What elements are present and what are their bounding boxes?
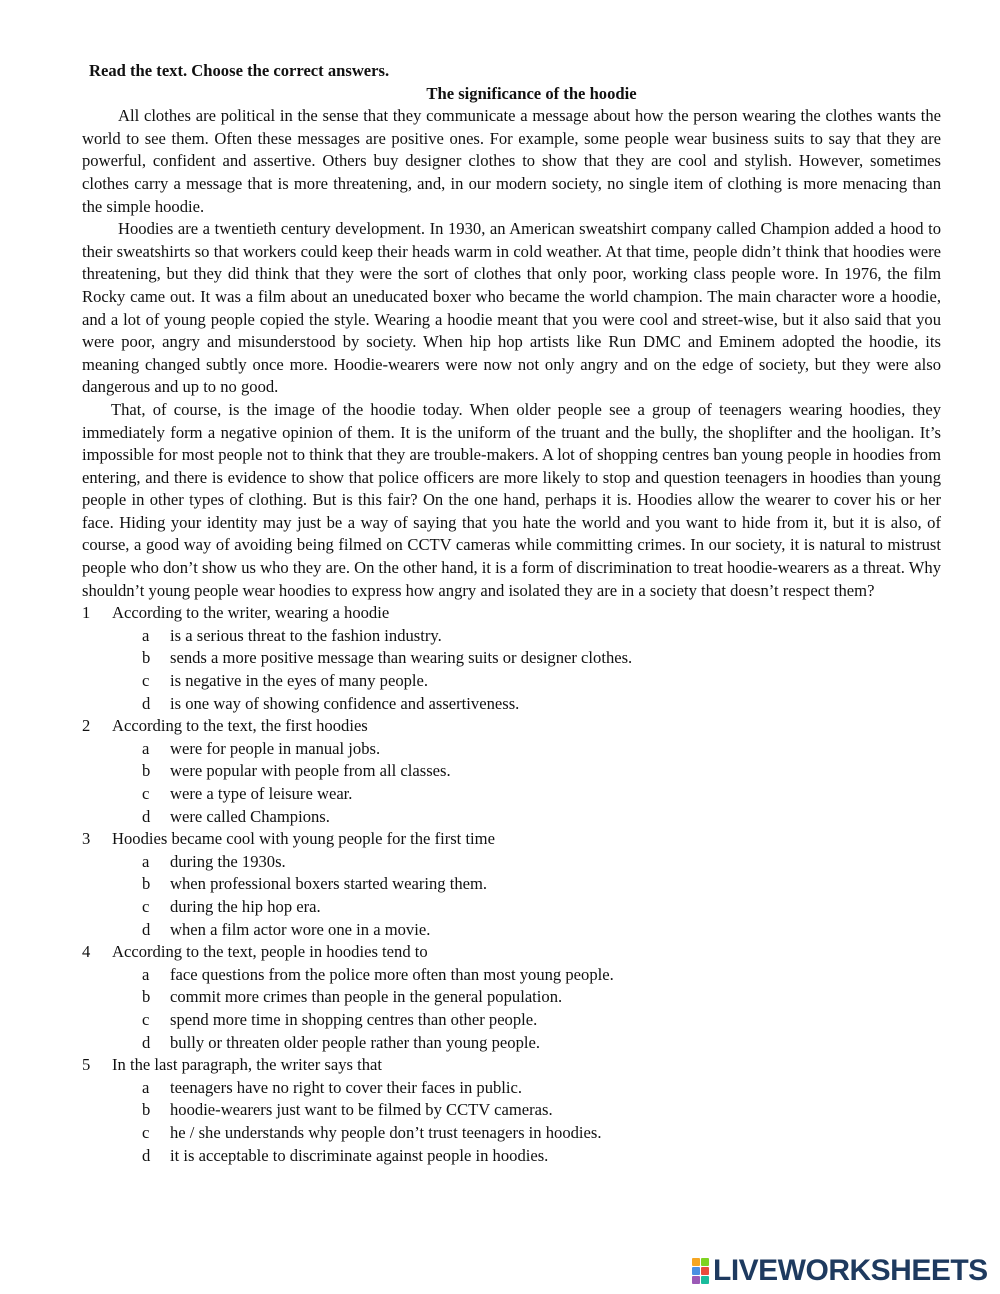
option-text: spend more time in shopping centres than other people. <box>170 1009 538 1029</box>
option-letter: c <box>142 784 150 803</box>
option-letter: d <box>142 1145 151 1165</box>
option-letter: d <box>142 806 151 826</box>
option-text: were popular with people from all classes. <box>170 761 451 781</box>
question-stem: According to the text, people in hoodies tend to <box>112 942 428 962</box>
logo-block <box>692 1267 700 1275</box>
answer-option-1c[interactable] <box>82 670 941 693</box>
option-letter: c <box>142 1122 150 1142</box>
answer-option-4a[interactable] <box>82 964 941 987</box>
question-number: 2 <box>82 716 91 736</box>
logo-blocks-icon <box>692 1258 709 1284</box>
answer-option-5c[interactable] <box>82 1122 941 1145</box>
option-letter: b <box>142 1100 151 1120</box>
option-letter: a <box>142 1077 150 1097</box>
option-text: were called Champions. <box>170 806 330 826</box>
paragraph-1: All clothes are political in the sense that they communicate a message about how the person wearing the clothes wants the world to see them. Often these messages are positive ones. For example, some people wear business suits to say that they are powerful, confident and assertive. Others buy designer clothes to show that they are cool and stylish. However, sometimes clothes carry a message that is more threatening, and, in our modern society, no single item of clothing is more menacing than the simple hoodie. <box>82 106 941 216</box>
option-letter: d <box>142 919 151 939</box>
option-text: during the hip hop era. <box>170 896 321 916</box>
option-text: is a serious threat to the fashion industry. <box>170 625 442 645</box>
answer-option-3a[interactable] <box>82 851 941 874</box>
option-letter: c <box>142 896 150 916</box>
answer-option-5d[interactable] <box>82 1145 941 1168</box>
question-stem: According to the text, the first hoodies <box>112 716 368 736</box>
option-text: sends a more positive message than wearing suits or designer clothes. <box>170 648 633 668</box>
option-text: he / she understands why people don’t trust teenagers in hoodies. <box>170 1122 602 1142</box>
question-number: 1 <box>82 603 91 623</box>
liveworksheets-logo[interactable] <box>692 1256 988 1286</box>
answer-option-2a[interactable] <box>82 738 941 761</box>
option-text: when professional boxers started wearing them. <box>170 874 488 894</box>
option-letter: b <box>142 987 151 1007</box>
answer-option-1a[interactable] <box>82 625 941 648</box>
option-letter: a <box>142 851 150 871</box>
question-5 <box>82 1054 941 1167</box>
option-letter: d <box>142 1032 151 1052</box>
answer-option-2c[interactable] <box>82 783 941 806</box>
paragraph-2: Hoodies are a twentieth century development. In 1930, an American sweatshirt company called Champion added a hood to their sweatshirts so that workers could keep their heads warm in cold weather. At that time, people didn’t think that hoodies were threatening, but they did think that they were the sort of clothes that only poor, working class people wore. In 1976, the film Rocky came out. It was a film about an uneducated boxer who became the world champion. The main character wore a hoodie, and a lot of young people copied the style. Wearing a hoodie meant that you were cool and street-wise, but it also said that you were poor, angry and misunderstood by society. When hip hop artists like Run DMC and Eminem adopted the hoodie, its meaning changed subtly once more. Hoodie-wearers were now not only angry and on the edge of society, but they were also dangerous and up to no good. <box>82 219 941 397</box>
paragraph-3: That, of course, is the image of the hoodie today. When older people see a group of teenagers wearing hoodies, they immediately form a negative opinion of them. It is the uniform of the truant and the bully, the shoplifter and the hooligan. It’s impossible for most people not to think that they are trouble-makers. A lot of shopping centres ban young people in hoodies from entering, and there is evidence to show that police officers are more likely to stop and question teenagers in hoodies than young people in other types of clothing. But is this fair? On the one hand, perhaps it is. Hoodies allow the wearer to cover his or her face. Hiding your identity may just be a way of saying that you hate the world and you want to hide from it, but it is also, of course, a good way of avoiding being filmed on CCTV cameras while committing crimes. In our society, it is natural to mistrust people who don’t show us who they are. On the other hand, it is a form of discrimination to treat hoodie-wearers as a threat. Why shouldn’t young people wear hoodies to express how angry and isolated they are in a society that doesn’t respect them? <box>82 399 941 600</box>
option-letter: a <box>142 625 150 645</box>
option-text: during the 1930s. <box>170 851 286 871</box>
option-letter: c <box>142 671 150 691</box>
option-text: is one way of showing confidence and assertiveness. <box>170 693 520 713</box>
option-text: were a type of leisure wear. <box>170 784 353 803</box>
question-1 <box>82 602 941 715</box>
question-3 <box>82 828 941 941</box>
answer-option-4b[interactable] <box>82 986 941 1009</box>
option-text: were for people in manual jobs. <box>170 738 381 758</box>
question-stem: According to the writer, wearing a hoodie <box>112 603 390 623</box>
option-text: hoodie-wearers just want to be filmed by CCTV cameras. <box>170 1100 553 1120</box>
option-letter: a <box>142 964 150 984</box>
option-text: is negative in the eyes of many people. <box>170 671 429 691</box>
answer-option-2d[interactable] <box>82 806 941 829</box>
option-text: when a film actor wore one in a movie. <box>170 919 431 939</box>
question-number: 3 <box>82 829 91 849</box>
option-letter: c <box>142 1009 150 1029</box>
option-text: teenagers have no right to cover their faces in public. <box>170 1077 523 1097</box>
answer-option-3b[interactable] <box>82 873 941 896</box>
answer-option-5b[interactable] <box>82 1099 941 1122</box>
answer-option-4d[interactable] <box>82 1032 941 1055</box>
option-letter: a <box>142 738 150 758</box>
logo-block <box>701 1276 709 1284</box>
instruction: Read the text. Choose the correct answers. <box>89 61 390 80</box>
question-stem: In the last paragraph, the writer says that <box>112 1055 383 1075</box>
question-4 <box>82 941 941 1054</box>
question-number: 5 <box>82 1055 91 1075</box>
option-text: it is acceptable to discriminate against people in hoodies. <box>170 1145 549 1165</box>
option-letter: d <box>142 693 151 713</box>
worksheet <box>82 60 941 1167</box>
option-letter: b <box>142 761 151 781</box>
option-text: face questions from the police more often than most young people. <box>170 964 614 984</box>
answer-option-1d[interactable] <box>82 693 941 716</box>
logo-text: LIVEWORKSHEETS <box>713 1254 988 1287</box>
answer-option-5a[interactable] <box>82 1077 941 1100</box>
question-number: 4 <box>82 942 91 962</box>
passage-title: The significance of the hoodie <box>426 83 637 103</box>
logo-block <box>701 1258 709 1266</box>
option-text: bully or threaten older people rather than young people. <box>170 1032 541 1052</box>
answer-option-2b[interactable] <box>82 760 941 783</box>
question-2 <box>82 715 941 828</box>
logo-block <box>701 1267 709 1275</box>
option-letter: b <box>142 648 151 668</box>
answer-option-1b[interactable] <box>82 647 941 670</box>
option-letter: b <box>142 874 151 894</box>
answer-option-3c[interactable] <box>82 896 941 919</box>
answer-option-4c[interactable] <box>82 1009 941 1032</box>
logo-block <box>692 1258 700 1266</box>
question-stem: Hoodies became cool with young people for the first time <box>112 829 495 849</box>
option-text: commit more crimes than people in the general population. <box>170 987 563 1007</box>
logo-block <box>692 1276 700 1284</box>
answer-option-3d[interactable] <box>82 919 941 942</box>
